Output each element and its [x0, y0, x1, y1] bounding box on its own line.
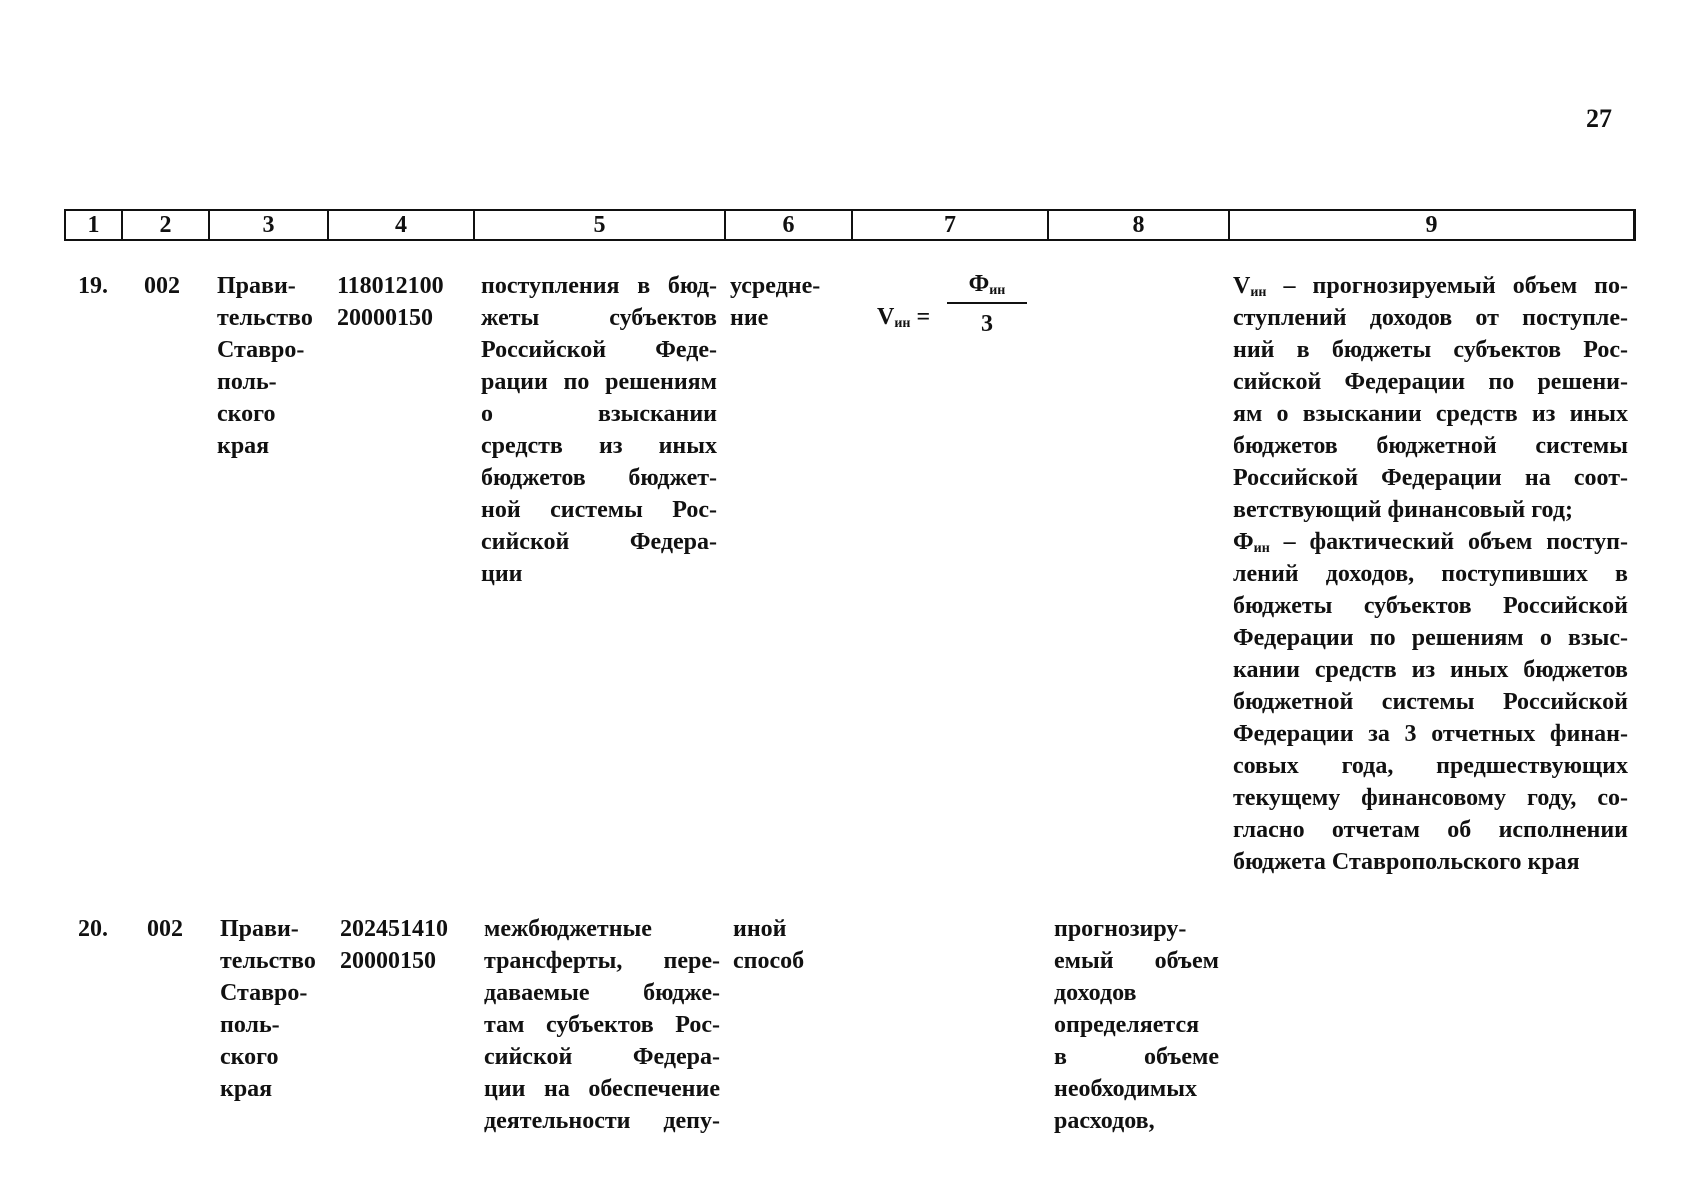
text-line: $Ф_{ин}$ – фактический объем поступ-: [1233, 529, 1628, 556]
formula-fraction: [947, 270, 1027, 340]
revenue-name: [484, 913, 720, 1137]
text-line: о взыскании: [481, 401, 717, 427]
text-line: ний в бюджеты субъектов Рос-: [1233, 337, 1628, 363]
text-line: гласно отчетам об исполнении: [1233, 817, 1628, 843]
text-line: Российской Федерации на соот-: [1233, 465, 1628, 491]
text-line: $V_{ин}$ – прогнозируемый объем по-: [1233, 273, 1628, 300]
text-line: Ставро-: [220, 980, 308, 1006]
text-line: бюджеты субъектов Российской: [1233, 593, 1628, 619]
text-line: определяется: [1054, 1012, 1200, 1038]
formula-lhs: $V_{ин}$ =: [877, 304, 931, 331]
text-line: рации по решениям: [481, 369, 717, 395]
text-line: Прави-: [220, 916, 299, 942]
text-line: лений доходов, поступивших в: [1233, 561, 1628, 587]
header-col-1: 1: [87, 212, 100, 238]
text-line: способ: [733, 948, 805, 974]
text-line: в объеме: [1054, 1044, 1219, 1070]
text-line: ции на обеспечение: [484, 1076, 720, 1102]
text-line: бюджетов бюджетной системы: [1233, 433, 1628, 459]
page-number: 27: [1586, 104, 1612, 133]
admin-code: 002: [147, 916, 183, 942]
text-line: даваемые бюдже-: [484, 980, 720, 1006]
header-col-3: 3: [208, 211, 327, 239]
text-line: ние: [730, 305, 769, 331]
text-line: Федерации за 3 отчетных финан-: [1233, 721, 1628, 747]
text-line: поль-: [217, 369, 277, 395]
forecast-method: [733, 913, 853, 977]
text-line: прогнозиру-: [1054, 916, 1187, 942]
header-col-4: 4: [327, 211, 473, 239]
header-col-2: 2: [121, 211, 208, 239]
text-line: 202451410: [340, 916, 448, 942]
text-line: деятельности депу-: [484, 1108, 720, 1134]
text-line: поль-: [220, 1012, 280, 1038]
text-line: края: [220, 1076, 273, 1102]
revenue-name: [481, 270, 717, 590]
text-line: там субъектов Рос-: [484, 1012, 720, 1038]
text-line: иной: [733, 916, 787, 942]
text-line: Прави-: [217, 273, 296, 299]
text-line: доходов: [1054, 980, 1137, 1006]
admin-name: [217, 270, 327, 462]
text-line: ции: [481, 561, 523, 587]
text-line: ского: [220, 1044, 279, 1070]
admin-code: 002: [144, 273, 180, 299]
text-line: ям о взыскании средств из иных: [1233, 401, 1628, 427]
text-line: Ставро-: [217, 337, 305, 363]
text-line: межбюджетные: [484, 916, 652, 942]
text-line: поступления в бюд-: [481, 273, 717, 299]
formula-numerator: $Ф_{ин}$: [968, 271, 1006, 298]
text-line: бюджетов бюджет-: [481, 465, 717, 491]
text-line: жеты субъектов: [481, 305, 717, 331]
text-line: тельство: [220, 948, 316, 974]
forecast-method: [730, 270, 850, 334]
budget-code: [340, 913, 478, 977]
text-line: тельство: [217, 305, 313, 331]
text-line: Российской Феде-: [481, 337, 717, 363]
budget-code: [337, 270, 475, 334]
header-col-8: 8: [1047, 211, 1228, 239]
text-line: 118012100: [337, 273, 444, 299]
indicator-description: [1233, 270, 1628, 878]
text-line: сийской Федера-: [481, 529, 717, 555]
text-line: емый объем: [1054, 948, 1219, 974]
text-line: средств из иных: [481, 433, 717, 459]
text-line: ского: [217, 401, 276, 427]
text-line: 20000150: [340, 948, 436, 974]
text-line: расходов,: [1054, 1108, 1155, 1134]
text-line: текущему финансовому году, со-: [1233, 785, 1628, 811]
text-line: 20000150: [337, 305, 433, 331]
header-col-5: 5: [473, 211, 724, 239]
calculation-formula: [877, 270, 1037, 350]
table-header: [64, 209, 1636, 241]
text-line: трансферты, пере-: [484, 948, 720, 974]
header-col-6: 6: [724, 211, 851, 239]
text-line: кании средств из иных бюджетов: [1233, 657, 1628, 683]
forecast-explanation: [1054, 913, 1219, 1137]
text-line: ветствующий финансовый год;: [1233, 497, 1573, 523]
text-line: края: [217, 433, 270, 459]
row-number: 19.: [78, 273, 108, 299]
text-line: ступлений доходов от поступле-: [1233, 305, 1628, 331]
text-line: совых года, предшествующих: [1233, 753, 1628, 779]
header-col-9: 9: [1228, 211, 1633, 239]
text-line: сийской Федера-: [484, 1044, 720, 1070]
header-col-7: 7: [851, 211, 1047, 239]
row-number: 20.: [78, 916, 108, 942]
text-line: сийской Федерации по решени-: [1233, 369, 1628, 395]
text-line: ной системы Рос-: [481, 497, 717, 523]
admin-name: [220, 913, 330, 1105]
fraction-bar: [947, 302, 1027, 304]
text-line: бюджета Ставропольского края: [1233, 849, 1580, 875]
text-line: усредне-: [730, 273, 821, 299]
formula-denominator: 3: [981, 311, 993, 337]
text-line: Федерации по решениям о взыс-: [1233, 625, 1628, 651]
text-line: необходимых: [1054, 1076, 1198, 1102]
text-line: бюджетной системы Российской: [1233, 689, 1628, 715]
